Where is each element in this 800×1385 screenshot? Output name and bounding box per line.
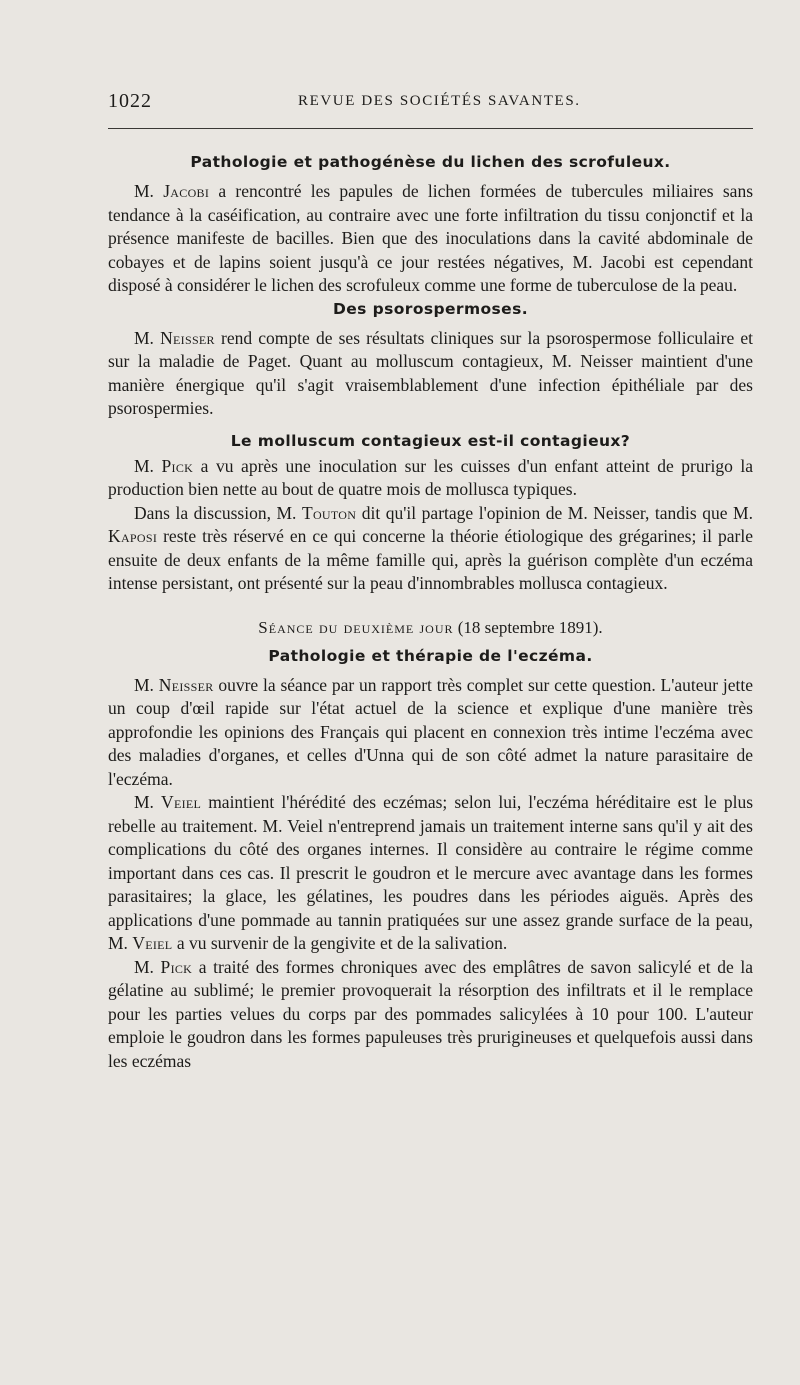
- section-title-psorospermoses: Des psorospermoses.: [333, 299, 528, 318]
- paragraph-text: maintient l'hérédité des eczémas; selon lui, l'eczéma héréditaire est le plus rebelle au traitement. M. Veiel n'entreprend jamais un traitement interne sans qu'il y ait des complications du côté des organes internes. Il considère au contraire le régime comme important dans ces cas. Il prescrit le goudron et le mercure avec avantage dans les formes parasitaires; la glace, les gélatines, les poudres dans les périodes aiguës. Après des applications d'une pommade au tannin pratiquées sur une assez grande surface de la peau, M.: [108, 792, 754, 953]
- paragraph-lead: M.: [134, 327, 154, 348]
- paragraph-lead: M.: [134, 455, 154, 476]
- author-name-kaposi: Kaposi: [108, 526, 158, 546]
- author-name-touton: Touton: [301, 502, 357, 523]
- page-number: 1022: [108, 90, 152, 112]
- author-name-veiel: Veiel: [161, 792, 202, 812]
- journal-title: REVUE DES SOCIÉTÉS SAVANTES.: [298, 93, 581, 109]
- paragraph-lead: M.: [134, 674, 154, 695]
- paragraph-lead: M.: [134, 956, 154, 977]
- paragraph-text: ouvre la séance par un rapport très complet sur cette question. L'auteur jette un coup d'œil rapide sur l'état actuel de la science et explique d'une manière très approfondie les opinions des Français qui placent en connexion très intime l'eczéma avec des maladies d'organes, et celles d'Unna qui de son côté admet la nature parasitaire de l'eczéma.: [108, 674, 754, 789]
- paragraph-neisser-eczema: [108, 674, 753, 792]
- author-name-veiel: Veiel: [132, 933, 173, 953]
- paragraph-text: a vu après une inoculation sur les cuisses d'un enfant atteint de prurigo la production bien nette au bout de quatre mois de mollusca typiques.: [108, 455, 754, 499]
- article-body: [108, 150, 753, 1073]
- session-date: (18 septembre 1891).: [457, 617, 603, 637]
- paragraph-text: a rencontré les papules de lichen formées de tubercules miliaires sans tendance à la caséification, au contraire avec une forte infiltration du tissu conjonctif et la présence manifeste de bacilles. Bien que des inoculations dans la cavité abdominale de cobayes et de lapins soient jusqu'à ce jour restées négatives, M. Jacobi est cependant disposé à considérer le lichen des scrofuleux comme une forme de tuberculose de la peau.: [108, 181, 753, 295]
- section-title-molluscum: Le molluscum contagieux est-il contagieux?: [230, 431, 631, 450]
- paragraph-text: a traité des formes chroniques avec des emplâtres de savon salicylé et de la gélatine au sublimé; le premier provoquerait la résorption des infiltrats et il le remplace pour les parties velues du corps par des pommades salicylées à 10 pour 100. L'auteur emploie le goudron dans les formes papuleuses très prurigineuses et quelquefois aussi dans les eczémas: [108, 956, 754, 1071]
- paragraph-text: reste très réservé en ce qui concerne la théorie étiologique des grégarines; il parle ensuite de deux enfants de la même famille qui, après la guérison complète d'un eczéma intense persistant, ont présenté sur la peau d'innombrables mollusca contagieux.: [108, 526, 753, 593]
- session-label: Séance du deuxième jour: [258, 617, 454, 637]
- paragraph-veiel: [108, 791, 753, 956]
- paragraph-pick-eczema: [108, 956, 753, 1074]
- paragraph-text: Dans la discussion, M.: [134, 502, 297, 523]
- author-name-neisser: Neisser: [160, 327, 215, 348]
- paragraph-text: a vu survenir de la gengivite et de la salivation.: [176, 933, 508, 953]
- header-rule: [108, 128, 753, 129]
- paragraph-lead: M.: [134, 181, 154, 201]
- paragraph-text: rend compte de ses résultats cliniques sur la psorospermose folliculaire et sur la maladie de Paget. Quant au molluscum contagieux, M. Neisser maintient d'une manière énergique qu'il s'agit vraisemblablement d'une infection épithéliale par des psorospermies.: [108, 327, 754, 418]
- session-heading: [108, 616, 753, 640]
- paragraph-pick: [108, 455, 753, 502]
- paragraph-discussion: [108, 502, 753, 596]
- author-name-jacobi: Jacobi: [163, 181, 210, 201]
- section-title-lichen: Pathologie et pathogénèse du lichen des scrofuleux.: [190, 153, 671, 171]
- running-head: [108, 90, 753, 116]
- paragraph-jacobi: [108, 180, 753, 298]
- paragraph-neisser: [108, 327, 753, 421]
- section-title-eczema: Pathologie et thérapie de l'eczéma.: [268, 646, 593, 665]
- paragraph-text: dit qu'il partage l'opinion de M. Neisser, tandis que M.: [361, 502, 753, 523]
- author-name-pick: Pick: [160, 956, 193, 977]
- author-name-pick: Pick: [161, 455, 194, 476]
- author-name-neisser: Neisser: [158, 674, 214, 695]
- paragraph-lead: M.: [134, 792, 154, 812]
